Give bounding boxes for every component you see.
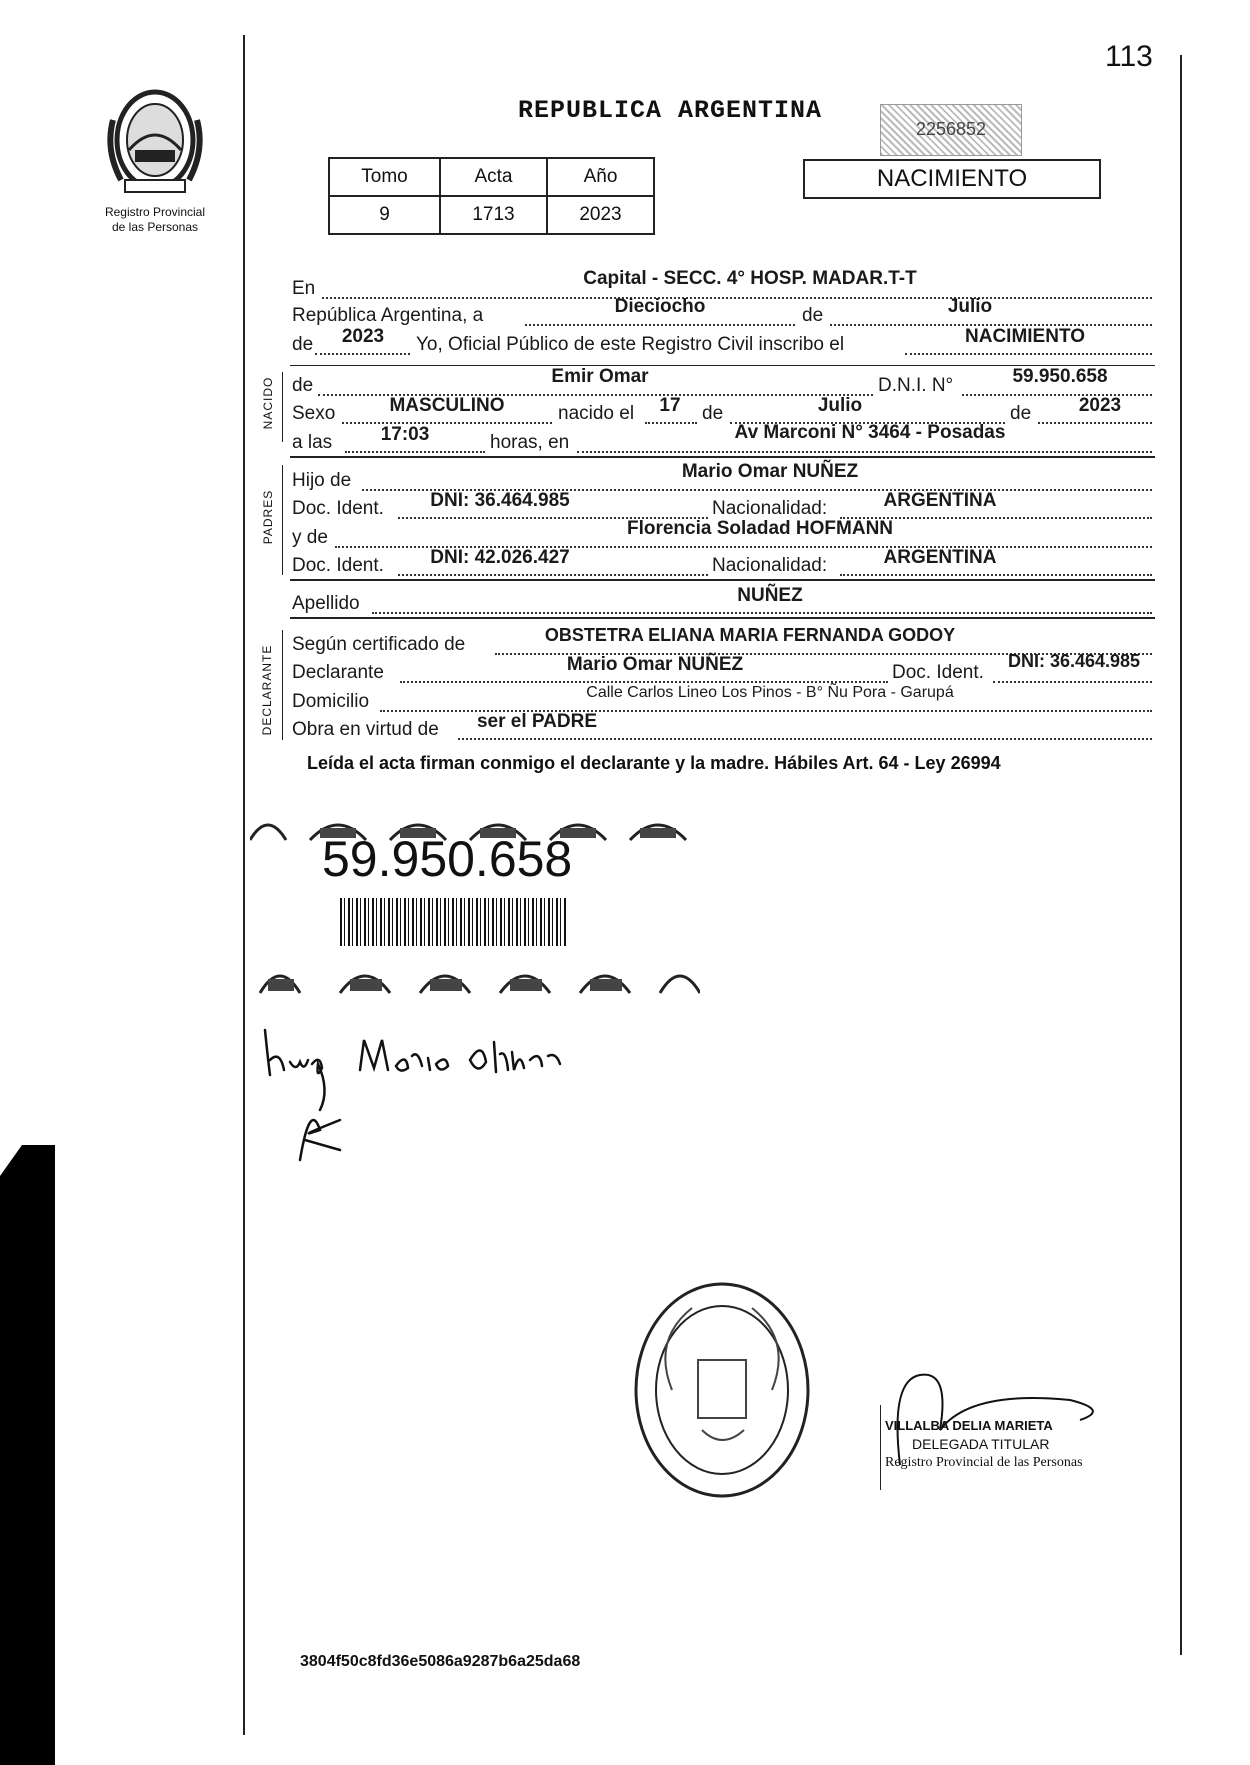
header-tomo: Tomo (329, 158, 440, 196)
domicilio-value: Calle Carlos Lineo Los Pinos - B° Ñu Pora - Garupá (586, 684, 954, 701)
year-value: 2023 (341, 326, 385, 347)
declarante-nombre: Mario Omar NUÑEZ (566, 654, 744, 675)
padre-doc: DNI: 36.464.985 (430, 490, 570, 511)
nacido-nombre: Emir Omar (551, 366, 649, 387)
apellido-value: NUÑEZ (737, 585, 803, 606)
official-stamp (632, 1280, 812, 1500)
header-acta: Acta (440, 158, 547, 196)
label-de-year: de (292, 334, 314, 355)
official-name: VILLALBA DELIA MARIETA (885, 1418, 1053, 1433)
label-horas-en: horas, en (490, 432, 570, 453)
page-number: 113 (1105, 40, 1153, 73)
label-y-de: y de (292, 527, 328, 548)
left-margin-line (243, 35, 245, 1735)
declarante-bracket (282, 630, 283, 740)
dots-dia (645, 422, 697, 424)
label-officer: Yo, Oficial Público de este Registro Civil inscribo el (416, 334, 845, 355)
certificado-value: OBSTETRA ELIANA MARIA FERNANDA GODOY (544, 625, 956, 645)
label-nac-madre: Nacionalidad: (712, 555, 828, 576)
value-anio: 2023 (547, 196, 654, 234)
label-nacido-el: nacido el (558, 403, 635, 424)
label-de-month: de (802, 305, 824, 326)
dots-year (315, 353, 410, 355)
padre-nombre: Mario Omar NUÑEZ (681, 461, 859, 482)
nacido-sexo: MASCULINO (389, 395, 505, 416)
nacido-bottom-rule (290, 456, 1155, 458)
dots-obra (458, 738, 1152, 740)
right-margin-line (1180, 55, 1182, 1655)
madre-nombre: Florencia Soladad HOFMANN (626, 518, 894, 539)
official-role: DELEGADA TITULAR (912, 1436, 1050, 1452)
serial-stamp (880, 104, 1022, 156)
logo-caption-2: de las Personas (111, 220, 199, 234)
nacido-dni: 59.950.658 (1012, 366, 1108, 387)
dots-anio (1038, 422, 1152, 424)
registry-logo (95, 80, 215, 200)
label-doc-madre: Doc. Ident. (292, 555, 384, 576)
label-doc-padre: Doc. Ident. (292, 498, 384, 519)
label-declarante: Declarante (292, 662, 384, 683)
record-table (328, 157, 655, 235)
label-de-nombre: de (292, 375, 314, 396)
label-de-mes: de (702, 403, 724, 424)
section-padres: PADRES (261, 489, 275, 545)
label-certificado: Según certificado de (292, 634, 466, 655)
logo-caption-1: Registro Provincial (104, 205, 206, 219)
dots-doc-madre (398, 574, 708, 576)
official-office: Registro Provincial de las Personas (885, 1455, 1083, 1470)
label-domicilio: Domicilio (292, 691, 370, 712)
label-apellido: Apellido (292, 593, 360, 614)
section-declarante: DECLARANTE (260, 644, 274, 736)
header-anio: Año (547, 158, 654, 196)
madre-nacionalidad: ARGENTINA (883, 547, 997, 568)
dots-lugar (577, 451, 1152, 453)
record-type-box: NACIMIENTO (803, 159, 1101, 199)
label-nac-padre: Nacionalidad: (712, 498, 828, 519)
label-en: En (292, 278, 316, 299)
label-sexo: Sexo (292, 403, 336, 424)
nacido-lugar: Av Marconi N° 3464 - Posadas (734, 422, 1006, 443)
signature-rule (880, 1405, 881, 1490)
section-nacido: NACIDO (261, 376, 275, 430)
value-tomo: 9 (329, 196, 440, 234)
document-hash: 3804f50c8fd36e5086a9287b6a25da68 (300, 1653, 581, 1670)
padre-nacionalidad: ARGENTINA (883, 490, 997, 511)
day-value: Dieciocho (614, 296, 706, 317)
fingerprint-strip-bottom (250, 955, 700, 995)
padres-bracket (282, 465, 283, 575)
dots-apellido (372, 612, 1152, 614)
nacido-anio: 2023 (1078, 395, 1122, 416)
declarante-doc: DNI: 36.464.985 (1007, 651, 1141, 671)
dots-day (525, 324, 795, 326)
label-de-anio: de (1010, 403, 1032, 424)
label-obra: Obra en virtud de (292, 719, 439, 740)
dots-doc-declarante (993, 681, 1152, 683)
nacido-hora: 17:03 (380, 424, 430, 445)
closing-text: Leída el acta firman conmigo el declarante y la madre. Hábiles Art. 64 - Ley 26994 (307, 753, 1001, 773)
dots-act (905, 353, 1152, 355)
nacido-bracket (282, 372, 283, 442)
label-hijo-de: Hijo de (292, 470, 352, 491)
dots-declarante (400, 681, 888, 683)
apellido-bottom-rule (290, 617, 1155, 619)
nacido-dia: 17 (659, 395, 681, 416)
dots-nac-madre (840, 574, 1152, 576)
id-number: 59.950.658 (322, 831, 573, 887)
place-value: Capital - SECC. 4° HOSP. MADAR.T-T (583, 268, 917, 289)
act-value: NACIMIENTO (965, 326, 1085, 347)
label-a-las: a las (292, 432, 333, 453)
label-republica: República Argentina, a (292, 305, 484, 326)
value-acta: 1713 (440, 196, 547, 234)
label-dni: D.N.I. N° (878, 375, 954, 396)
scan-edge-shadow (0, 1145, 55, 1765)
declarant-signature (260, 1020, 580, 1170)
dots-hora (345, 451, 485, 453)
document-title: REPUBLICA ARGENTINA (518, 96, 823, 125)
month-value: Julio (947, 296, 993, 317)
obra-value: ser el PADRE (476, 711, 598, 732)
nacido-mes: Julio (817, 395, 863, 416)
serial-number: 2256852 (915, 119, 987, 139)
padres-bottom-rule (290, 579, 1155, 581)
barcode (340, 898, 568, 946)
label-doc-declarante: Doc. Ident. (892, 662, 984, 683)
madre-doc: DNI: 42.026.427 (430, 547, 570, 568)
